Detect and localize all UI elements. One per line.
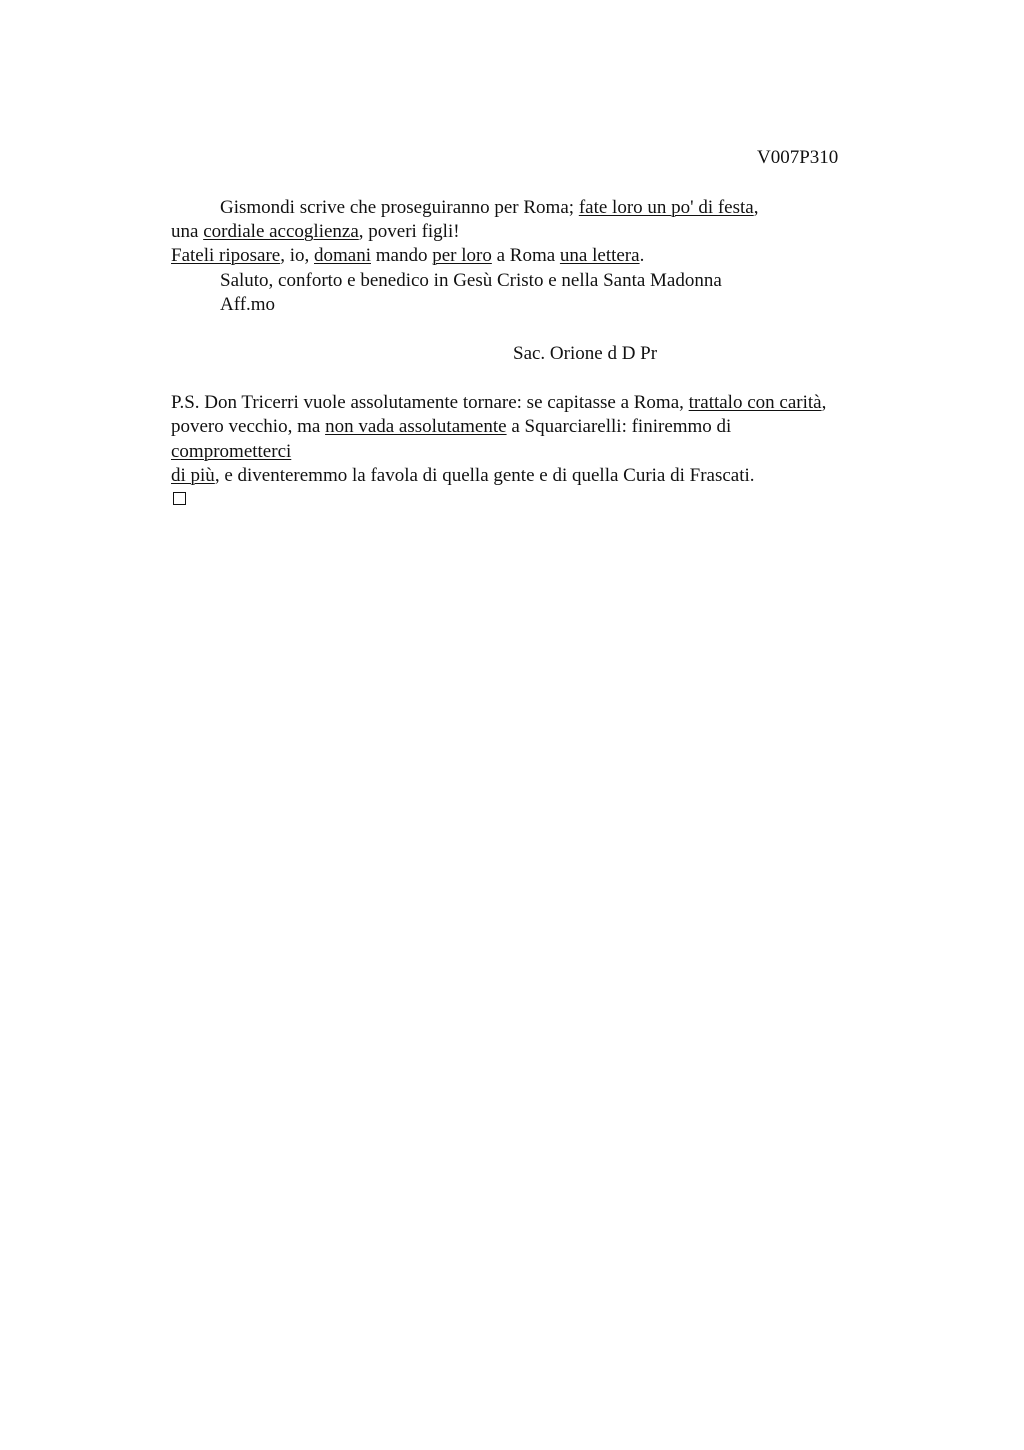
paragraph-line [171,220,460,244]
postscript-line [171,391,826,415]
closing-line: Saluto, conforto e benedico in Gesù Cristo e nella Santa Madonna [220,270,722,291]
postscript-line [171,464,755,488]
underlined-text: per loro [432,245,492,266]
underlined-text: cordiale accoglienza [203,221,359,242]
text-run: mando [371,245,433,266]
paragraph-line [220,196,758,220]
text-run: Gismondi scrive che proseguiranno per Roma; [220,197,579,218]
underlined-text: non vada assolutamente [325,416,507,437]
text-run: a Roma [491,245,560,266]
postscript-line [171,415,731,439]
closing-affmo: Aff.mo [220,294,276,315]
empty-box-icon [173,492,186,505]
underlined-text: trattalo con carità [688,392,822,413]
postscript-line [171,440,291,464]
text-run: , poveri figli! [358,221,460,242]
text-run: a Squarciarelli: finiremmo di [506,416,732,437]
underlined-text: di più [171,465,215,486]
text-run: povero vecchio, ma [171,416,326,437]
underlined-text: una lettera [559,245,640,266]
underlined-text: domani [314,245,371,266]
underlined-text: Fateli riposare [171,245,281,266]
text-run: , [821,392,827,413]
signature: Sac. Orione d D Pr [513,343,658,364]
document-reference: V007P310 [757,147,839,168]
text-run: , [753,197,759,218]
paragraph-line [171,244,644,268]
text-run: P.S. Don Tricerri vuole assolutamente tornare: se capitasse a Roma, [171,392,689,413]
underlined-text: fate loro un po' di festa [578,197,754,218]
text-run: una [171,221,204,242]
text-run: . [639,245,645,266]
text-run: , io, [280,245,314,266]
underlined-text: comprometterci [171,441,292,462]
text-run: , e diventeremmo la favola di quella gente e di quella Curia di Frascati. [214,465,755,486]
